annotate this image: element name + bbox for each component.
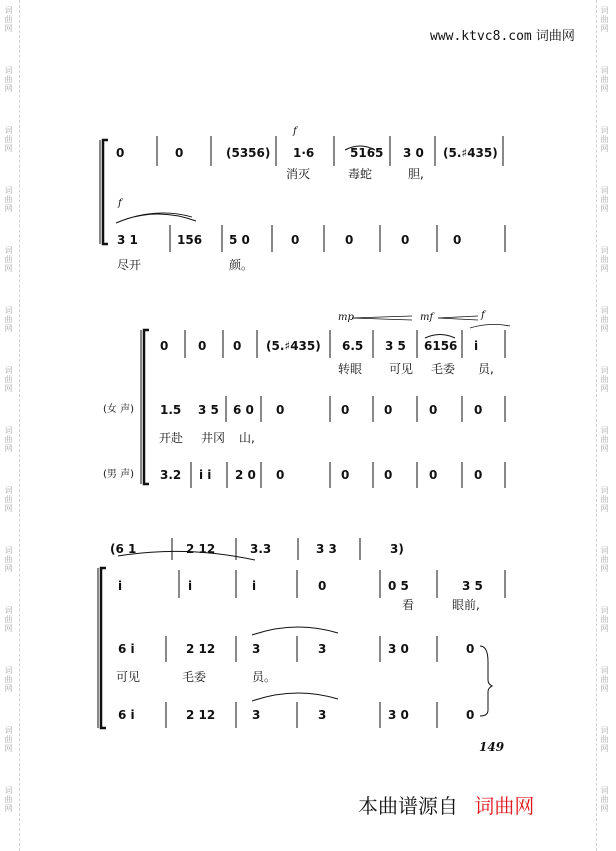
site-name[interactable]: 词曲网 (535, 29, 575, 44)
note-cell: i i (199, 468, 212, 482)
margin-watermark-text: 词 曲 网 (600, 126, 609, 153)
note-cell: 1·6 (293, 146, 315, 160)
margin-watermark-text: 词 曲 网 (4, 726, 13, 753)
note-cell: 0 (175, 146, 184, 160)
male-voice-label: (男 声) (103, 469, 134, 480)
female-voice-label: (女 声) (103, 404, 134, 415)
site-url[interactable]: www.ktvc8.com (430, 29, 532, 44)
margin-watermark-text: 词 曲 网 (4, 366, 13, 393)
lyric: 山, (239, 431, 255, 445)
margin-watermark-text: 词 曲 网 (600, 486, 609, 513)
dynamic-f: f (481, 310, 485, 321)
note-cell: 0 (198, 339, 207, 353)
note-cell: 3 (318, 642, 327, 656)
note-cell: 2 12 (186, 642, 216, 656)
footer-source (358, 796, 534, 816)
lyric: 看 (402, 598, 415, 612)
note-cell: 0 (384, 403, 393, 417)
note-cell: 0 (160, 339, 169, 353)
lyric: 尽开 (117, 258, 142, 272)
intro-cell: 2 12 (186, 542, 216, 556)
note-cell: 156 (177, 233, 203, 247)
note-cell: 0 (466, 642, 475, 656)
note-cell: 0 (291, 233, 300, 247)
margin-watermark-text: 词 曲 网 (4, 306, 13, 333)
lyric: 毛委 (431, 362, 456, 376)
note-cell: 6156 (424, 339, 458, 353)
note-cell: 2 0 (235, 468, 256, 482)
margin-watermark-text: 词 曲 网 (4, 246, 13, 273)
intro-cell: 3) (390, 542, 404, 556)
note-cell: 1.5 (160, 403, 182, 417)
note-cell: 0 (401, 233, 410, 247)
margin-watermark-text: 词 曲 网 (600, 426, 609, 453)
note-cell: i (252, 579, 257, 593)
lyric: 毒蛇 (348, 167, 373, 181)
margin-watermark-text: 词 曲 网 (4, 606, 13, 633)
margin-watermark-text: 词 曲 网 (4, 426, 13, 453)
lyric: 消灭 (286, 167, 311, 181)
note-cell: 3 0 (403, 146, 424, 160)
note-cell: 3 (318, 708, 327, 722)
note-cell: 0 (474, 468, 483, 482)
margin-watermark-text: 词 曲 网 (600, 606, 609, 633)
footer-source-label: 本曲谱源自 (358, 794, 458, 818)
lyric: 颜。 (229, 258, 254, 272)
note-cell: 3 (252, 642, 261, 656)
note-cell: 0 (429, 468, 438, 482)
note-cell: 3 1 (117, 233, 138, 247)
intro-cell: 3.3 (250, 542, 272, 556)
note-cell: 0 (474, 403, 483, 417)
dynamic-forte-top: f (293, 126, 297, 137)
note-cell: i (474, 339, 479, 353)
note-cell: 0 (233, 339, 242, 353)
lyric: 胆, (408, 167, 424, 181)
note-cell: 5165 (350, 146, 384, 160)
lyric: 员。 (252, 670, 277, 684)
footer-source-site[interactable]: 词曲网 (474, 794, 535, 818)
dynamic-forte-bottom: f (118, 198, 122, 209)
note-cell: 0 (384, 468, 393, 482)
note-cell: 0 (341, 403, 350, 417)
margin-watermark-text: 词 曲 网 (600, 546, 609, 573)
lyric: 毛委 (182, 670, 207, 684)
margin-watermark-text: 词 曲 网 (600, 66, 609, 93)
note-cell: 0 (276, 403, 285, 417)
margin-watermark-text: 词 曲 网 (4, 546, 13, 573)
margin-watermark-text: 词 曲 网 (600, 366, 609, 393)
margin-watermark-text: 词 曲 网 (4, 786, 13, 813)
note-cell: (5.♯435) (443, 146, 498, 160)
note-cell: 0 (429, 403, 438, 417)
lyric: 可见 (389, 362, 414, 376)
page-number: 149 (479, 740, 505, 754)
note-cell: 3 0 (388, 642, 409, 656)
margin-watermark-text: 词 曲 网 (4, 486, 13, 513)
margin-watermark-text: 词 曲 网 (600, 666, 609, 693)
margin-watermark-text: 词 曲 网 (600, 246, 609, 273)
margin-watermark-text: 词 曲 网 (4, 666, 13, 693)
lyric: 井冈 (201, 431, 226, 445)
margin-watermark-text: 词 曲 网 (600, 6, 609, 33)
note-cell: (5356) (226, 146, 271, 160)
note-cell: i (118, 579, 123, 593)
note-cell: 5 0 (229, 233, 250, 247)
note-cell: 0 5 (388, 579, 409, 593)
note-cell: 2 12 (186, 708, 216, 722)
note-cell: 0 (318, 579, 327, 593)
margin-watermark-text: 词 曲 网 (600, 786, 609, 813)
margin-watermark-text: 词 曲 网 (4, 66, 13, 93)
note-cell: 3.2 (160, 468, 182, 482)
note-cell: 3 0 (388, 708, 409, 722)
note-cell: i (188, 579, 193, 593)
lyric: 员, (478, 362, 494, 376)
intro-cell: (6 1 (110, 542, 137, 556)
note-cell: 3 5 (198, 403, 219, 417)
margin-watermark-text: 词 曲 网 (600, 306, 609, 333)
lyric: 转眼 (338, 362, 363, 376)
note-cell: 6 0 (233, 403, 254, 417)
note-cell: 0 (345, 233, 354, 247)
note-cell: 0 (466, 708, 475, 722)
margin-watermark-text: 词 曲 网 (4, 126, 13, 153)
note-cell: 0 (116, 146, 125, 160)
note-cell: 3 5 (462, 579, 483, 593)
lyric: 可见 (116, 670, 141, 684)
note-cell: 0 (341, 468, 350, 482)
note-cell: 6 i (118, 708, 135, 722)
note-cell: 6 i (118, 642, 135, 656)
dynamic-mf: mf (420, 312, 434, 323)
note-cell: 3 (252, 708, 261, 722)
note-cell: 0 (453, 233, 462, 247)
note-cell: 6.5 (342, 339, 364, 353)
margin-watermark-text: 词 曲 网 (4, 6, 13, 33)
intro-cell: 3 3 (316, 542, 337, 556)
lyric: 开赴 (159, 431, 184, 445)
dynamic-mp: mp (338, 312, 354, 323)
margin-watermark-text: 词 曲 网 (600, 726, 609, 753)
margin-watermark-text: 词 曲 网 (4, 186, 13, 213)
lyric: 眼前, (452, 598, 480, 612)
note-cell: 3 5 (385, 339, 406, 353)
note-cell: 0 (276, 468, 285, 482)
note-cell: (5.♯435) (266, 339, 321, 353)
margin-watermark-text: 词 曲 网 (600, 186, 609, 213)
